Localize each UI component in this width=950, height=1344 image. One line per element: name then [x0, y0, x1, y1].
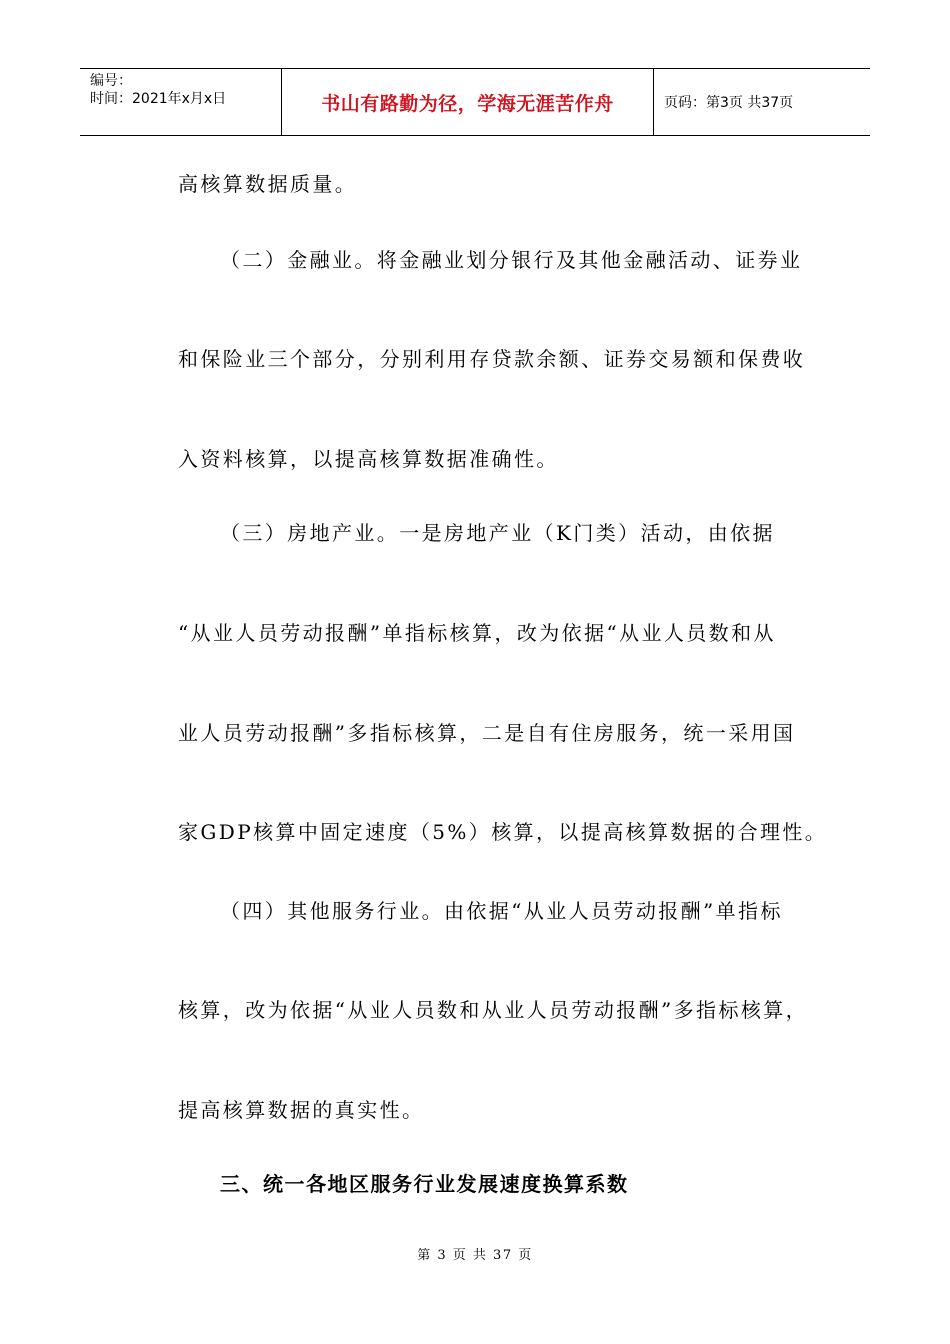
body-line-8: 家GDP核算中固定速度（5%）核算，以提高核算数据的合理性。: [178, 820, 828, 844]
body-line-7: 业人员劳动报酬”多指标核算，二是自有住房服务，统一采用国: [178, 721, 796, 745]
page-header: [80, 68, 870, 136]
header-meta-cell: [80, 69, 282, 135]
document-number-label: 编号：: [90, 73, 132, 89]
body-line-6: “从业人员劳动报酬”单指标核算，改为依据“从业人员数和从: [178, 621, 776, 645]
body-line-1: 高核算数据质量。: [178, 172, 358, 196]
header-motto: 书山有路勤为径，学海无涯苦作舟: [282, 69, 654, 135]
body-line-2: （二）金融业。将金融业划分银行及其他金融活动、证券业: [220, 248, 803, 272]
body-line-9: （四）其他服务行业。由依据“从业人员劳动报酬”单指标: [220, 899, 783, 923]
body-line-10: 核算，改为依据“从业人员数和从业人员劳动报酬”多指标核算，: [178, 998, 809, 1022]
body-line-5: （三）房地产业。一是房地产业（K门类）活动，由依据: [220, 521, 775, 545]
header-page-info: 页码：第3页 共37页: [664, 95, 794, 111]
body-line-11: 提高核算数据的真实性。: [178, 1098, 425, 1122]
document-time-label: 时间：2021年x月x日: [90, 91, 227, 107]
page-footer: 第 3 页 共 37 页: [417, 1248, 533, 1263]
body-line-3: 和保险业三个部分，分别利用存贷款余额、证券交易额和保费收: [178, 347, 806, 371]
body-line-4: 入资料核算，以提高核算数据准确性。: [178, 447, 559, 471]
section-heading: 三、统一各地区服务行业发展速度换算系数: [220, 1172, 629, 1196]
